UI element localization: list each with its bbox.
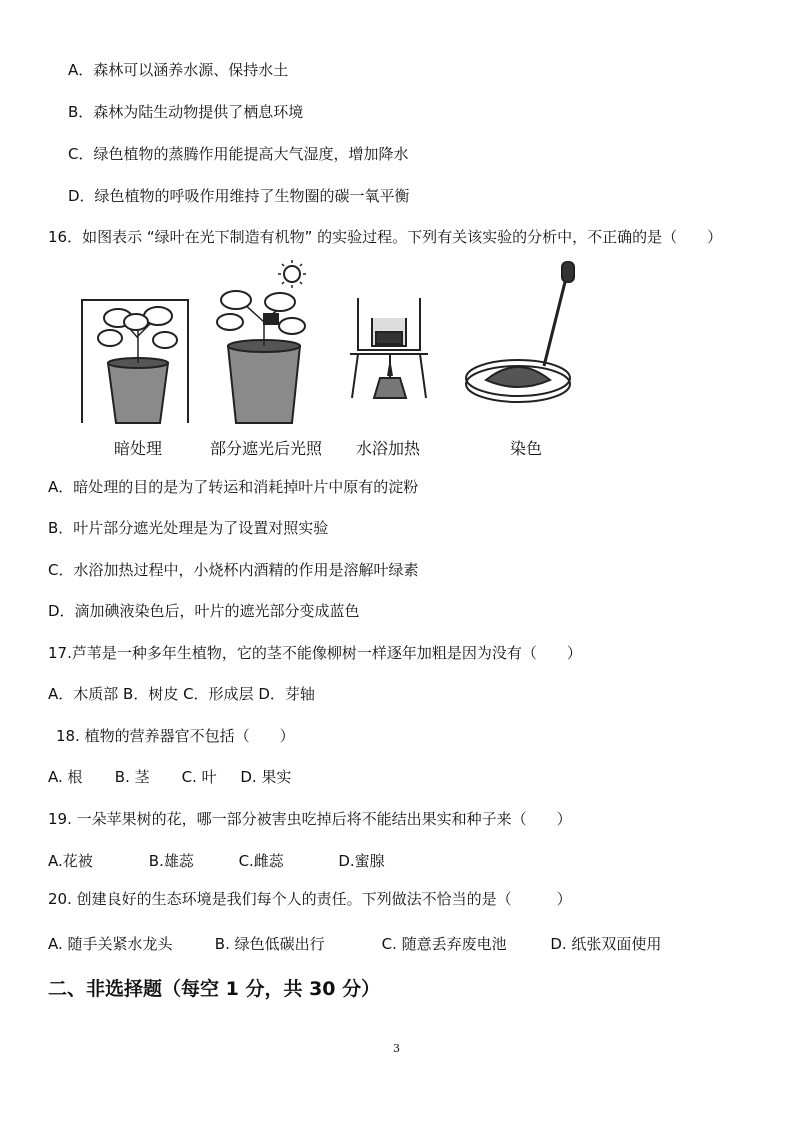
q15-option-c: C．绿色植物的蒸腾作用能提高大气湿度，增加降水 [68,145,409,163]
dark-treatment-illustration [82,300,188,423]
q20-option-b: B. 绿色低碳出行 [214,935,325,953]
q18-stem: 18. 植物的营养器官不包括（ ） [56,727,295,745]
q17-stem: 17.芦苇是一种多年生植物，它的茎不能像柳树一样逐年加粗是因为没有（ ） [48,644,582,662]
q20-option-c: C. 随意丢弃废电池 [381,935,507,953]
page-number: 3 [393,1042,400,1055]
partial-shading-illustration [217,260,306,423]
water-bath-illustration [350,298,428,398]
q18-options [48,767,291,787]
staining-illustration [466,262,574,402]
figure-caption-staining: 染色 [510,439,543,458]
figure-caption-shading: 部分遮光后光照 [210,439,323,458]
q15-option-b: B．森林为陆生动物提供了栖息环境 [68,103,304,121]
q16-option-a: A．暗处理的目的是为了转运和消耗掉叶片中原有的淀粉 [48,478,419,496]
q20-option-d: D. 纸张双面使用 [550,935,662,953]
q20-stem: 20. 创建良好的生态环境是我们每个人的责任。下列做法不恰当的是（ ） [48,890,572,908]
q19-stem: 19. 一朵苹果树的花，哪一部分被害虫吃掉后将不能结出果实和种子来（ ） [48,810,572,828]
q15-option-a: A．森林可以涵养水源、保持水土 [68,61,289,79]
q18-option-c: C. 叶 [181,768,217,786]
figure-caption-water-bath: 水浴加热 [356,439,421,458]
q19-option-b: B.雄蕊 [148,852,194,870]
q16-option-b: B．叶片部分遮光处理是为了设置对照实验 [48,519,329,537]
q17-options: A．木质部 B．树皮 C．形成层 D．芽轴 [48,685,315,703]
q20-options [48,934,661,954]
q15-option-d: D．绿色植物的呼吸作用维持了生物圈的碳一氧平衡 [68,187,410,205]
q19-option-d: D.蜜腺 [338,852,385,870]
q18-option-b: B. 茎 [114,768,150,786]
section-title: 二、非选择题（每空 1 分，共 30 分） [48,978,381,1000]
experiment-illustration [70,258,590,433]
q18-option-d: D. 果实 [240,768,292,786]
experiment-figure [70,258,590,458]
q19-option-a: A.花被 [48,852,93,870]
q19-option-c: C.雌蕊 [238,852,284,870]
q20-option-a: A. 随手关紧水龙头 [48,935,173,953]
q16-stem: 16．如图表示 “绿叶在光下制造有机物” 的实验过程。下列有关该实验的分析中，不正确的是（ ） [48,228,723,246]
q16-option-c: C．水浴加热过程中，小烧杯内酒精的作用是溶解叶绿素 [48,561,419,579]
q18-option-a: A. 根 [48,768,83,786]
q16-option-d: D．滴加碘液染色后，叶片的遮光部分变成蓝色 [48,602,360,620]
figure-caption-dark: 暗处理 [114,439,163,458]
q19-options [48,851,385,871]
